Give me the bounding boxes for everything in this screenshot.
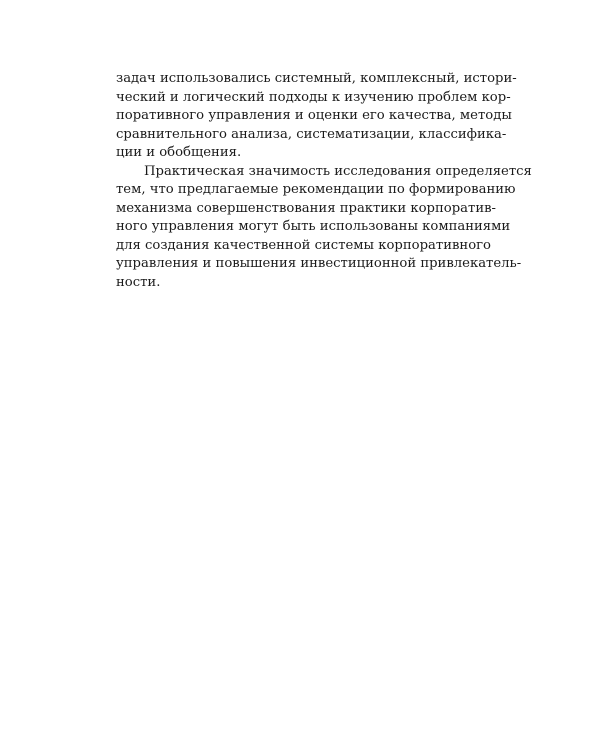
text-line: механизма совершенствования практики корпоратив- <box>116 200 496 216</box>
text-line: задач использовались системный, комплексный, истори- <box>116 71 517 86</box>
text-line: тем, что предлагаемые рекомендации по формированию <box>116 182 516 197</box>
text-line: ности. <box>116 274 161 290</box>
text-line: Практическая значимость исследования определяется <box>144 163 532 179</box>
text-line: управления и повышения инвестиционной привлекатель- <box>116 256 522 271</box>
text-line: сравнительного анализа, систематизации, классифика- <box>116 126 507 142</box>
text-line: для создания качественной системы корпоративного <box>116 237 491 253</box>
text-line: ного управления могут быть использованы компаниями <box>116 219 511 234</box>
text-line: ческий и логический подходы к изучению проблем кор- <box>116 89 511 105</box>
paragraph-methods <box>116 70 517 163</box>
body-text <box>116 70 532 292</box>
text-line: поративного управления и оценки его качества, методы <box>116 108 512 123</box>
text-line: ции и обобщения. <box>116 145 242 160</box>
paragraph-practical-significance <box>116 163 532 293</box>
